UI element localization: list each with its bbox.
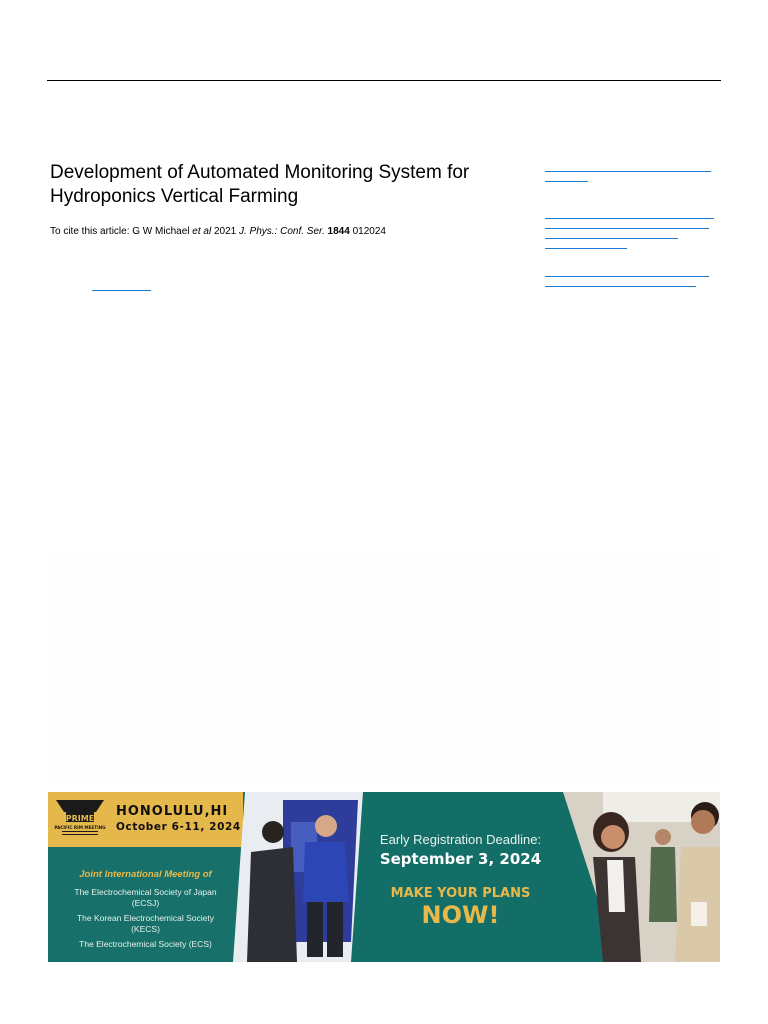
citation-year: 2021 [211,226,239,237]
prime-logo-icon [54,798,106,838]
citation-article-number: 012024 [349,226,386,237]
related-link-2-line-2[interactable] [545,228,709,229]
cta-line-2: NOW! [421,901,500,929]
citation-etal: et al [192,226,212,237]
conference-photo-left [233,792,363,962]
view-online-link[interactable] [92,290,151,291]
ad-banner[interactable] [48,792,720,962]
blank-content-area [48,550,720,782]
related-link-3-line-2[interactable] [545,286,696,287]
banner-registration [348,792,573,962]
banner-societies [48,847,243,962]
society-kecs: The Korean Electrochemical Society [76,913,214,923]
related-link-2-line-3[interactable] [545,238,678,239]
society-ecsj-abbr: (ECSJ) [131,898,160,908]
article-title: Development of Automated Monitoring System for Hydroponics Vertical Farming [50,162,470,207]
society-ecsj: The Electrochemical Society of Japan [74,887,217,897]
society-ecs: The Electrochemical Society (ECS) [79,939,212,949]
prime-logo-word: PRIME [65,814,95,823]
joint-meeting-label: Joint International Meeting of [79,869,212,880]
citation-line [50,226,386,237]
prime-logo-subtitle: PACIFIC RIM MEETING [54,825,106,830]
society-kecs-abbr: (KECS) [131,924,160,934]
cta-line-1: MAKE YOUR PLANS [390,886,531,901]
event-location: HONOLULU,HI [116,804,229,819]
citation-prefix: To cite this article: G W Michael [50,226,193,237]
conference-photo-right [563,792,720,962]
citation-volume: 1844 [327,226,350,237]
related-link-3-line-1[interactable] [545,276,709,277]
early-registration-label: Early Registration Deadline: [379,832,542,847]
related-link-1-line-2[interactable] [545,181,588,182]
banner-event-header [48,792,243,847]
related-link-2-line-4[interactable] [545,248,627,249]
event-dates: October 6-11, 2024 [116,821,241,833]
related-link-2-line-1[interactable] [545,218,714,219]
citation-journal: J. Phys.: Conf. Ser. [238,226,325,237]
related-link-1-line-1[interactable] [545,171,711,172]
header-rule [47,80,721,81]
registration-deadline: September 3, 2024 [379,850,542,868]
